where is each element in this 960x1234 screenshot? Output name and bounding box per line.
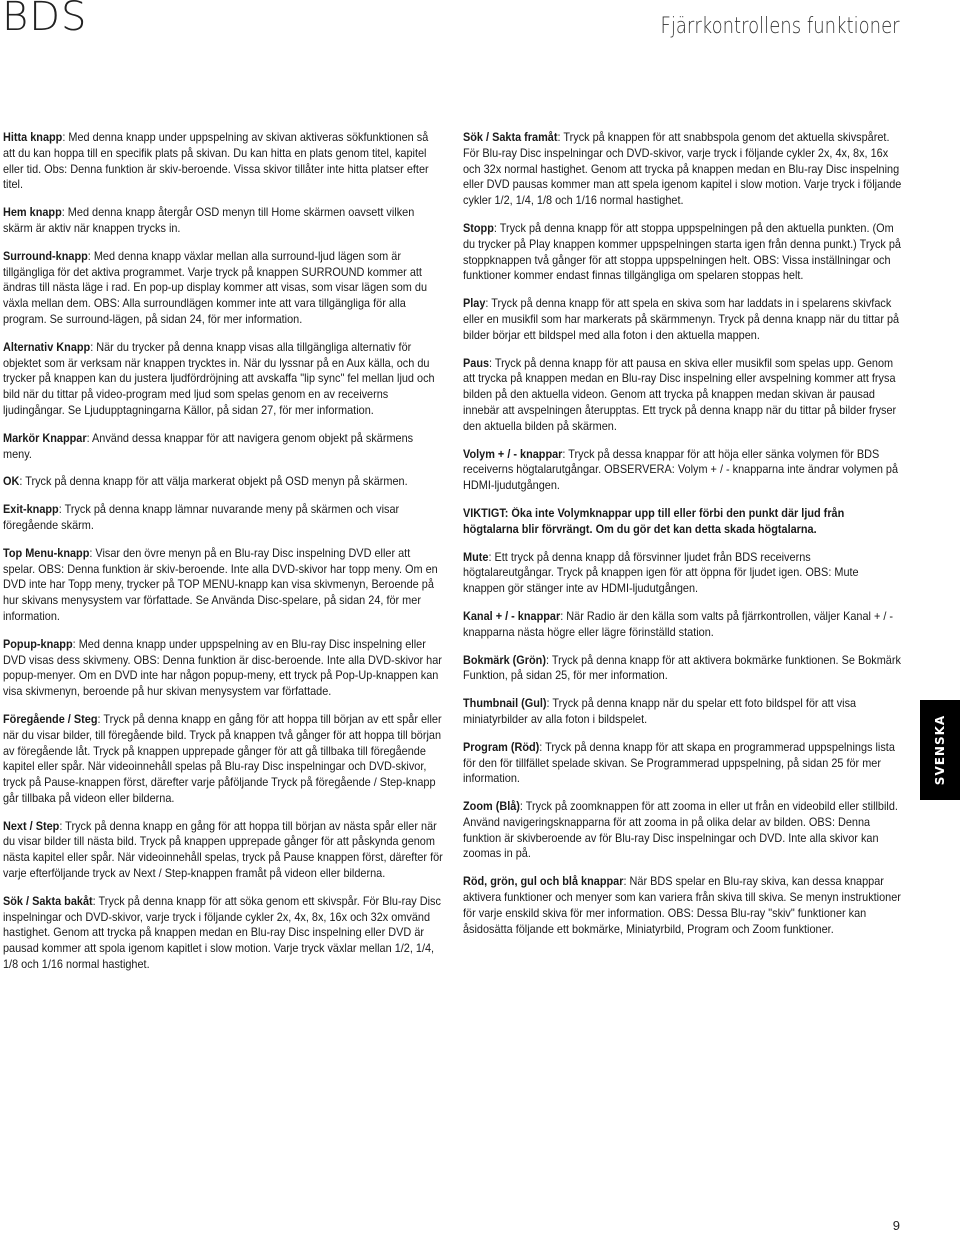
- term: Paus: [463, 356, 490, 370]
- desc: : När BDS spelar en Blu-ray skiva, kan dessa knappar aktivera funktioner och menyer som kan variera från skiva till skiva. Se menyn instruktioner för varje enskild skiva för mer information. OBS: Dessa Blu-ray "skiv" funktioner kan åsidosätta följande ett bokmärke, Miniatyrbild, Program och Zoom funktioner.: [463, 875, 901, 936]
- page-number: 9: [892, 1218, 900, 1233]
- desc: : Tryck på denna knapp för att välja markerat objekt på OSD menyn på skärmen.: [19, 475, 408, 489]
- desc: : Tryck på zoomknappen för att zooma in eller ut från en videobild eller stillbild. Använd navigeringsknapparna för att zooma in på olika delar av bilden. OBS: Denna funktion är skivberoende av för Blu-ray Disc inspelningar och DVD. Inte alla skivor kan zoomas in på.: [463, 800, 898, 861]
- term: Exit-knapp: [3, 503, 59, 517]
- paragraph-zoom: [463, 799, 903, 862]
- term: Hem knapp: [3, 206, 62, 220]
- left-column: [3, 130, 443, 985]
- language-tab: [920, 700, 960, 800]
- desc: : Tryck på denna knapp för att aktivera bokmärke funktionen. Se Bokmärk Funktion, på sidan 25, för mer information.: [463, 653, 901, 683]
- desc: : Med denna knapp växlar mellan alla surround-ljud lägen som är tillgängliga för det aktiva programmet. Varje tryck på knappen SURROUND kommer att ändras till nästa läge i rad. En pop-up display kommer att visas, som visar lägen som du växla mellan dem. OBS: Alla surroundlägen kommer inte att vara tillgängliga för alla program. Se surround-lägen, på sidan 24, för mer information.: [3, 249, 428, 326]
- page-title: Fjärrkontrollens funktioner: [660, 14, 900, 39]
- paragraph-alternativ: [3, 340, 443, 419]
- paragraph-popup: [3, 637, 443, 700]
- paragraph-paus: [463, 356, 903, 435]
- brand-logo: BDS: [2, 0, 88, 40]
- term: Play: [463, 297, 486, 311]
- paragraph-volym: [463, 447, 903, 494]
- desc: : Tryck på denna knapp en gång för att hoppa till början av nästa spår eller när du visar bilder till nästa bild. Tryck på knappen upprepade gånger för att påskynda genom nästa kapitel eller spår. När videoinnehåll spelas, tryck på Pause knappen först, därefter för varje efterföljande tryck av Next / Step-knappen framåt på videon eller bilderna.: [3, 819, 443, 881]
- desc: : Tryck på denna knapp en gång för att hoppa till början av ett spår eller när du visar bilder, till föregående bild. Tryck på knappen två gånger för att hoppa till början av föregående låt. Tryck på knappen upprepade gånger för att gå tillbaka till föregående kapitel eller spår. När videoinnehåll spelas på Blu-ray Disc inspelningar och DVD-skivor, tryck på Pause-knappen först, därefter varje påföljande Tryck på föregående / Step-knapp går tillbaka på videon eller bilderna.: [3, 712, 442, 805]
- desc: : Tryck på denna knapp för att stoppa uppspelningen på den aktuella punkten. (Om du trycker på Play knappen kommer uppspelningen starta igen från denna punkt.) Tryck på stoppknappen två gånger för att stoppa uppspelningen helt. OBS: Vissa inställningar och funktioner kommer endast finnas tillgängliga om spelaren stoppas helt.: [463, 221, 901, 283]
- term: OK: [3, 475, 20, 489]
- right-column: [463, 130, 903, 949]
- desc: : När Radio är den källa som valts på fjärrkontrollen, väljer Kanal + / - knapparna nästa högre eller lägre förinställd station.: [463, 609, 894, 639]
- term: Mute: [463, 550, 489, 564]
- term: Surround-knapp: [3, 249, 88, 263]
- desc: : Tryck på denna knapp för att söka genom ett skivspår. För Blu-ray Disc inspelningar och DVD-skivor, varje tryck i följande cykler 2x, 4x, 8x, 16x och 32x omvänd hastighet. Genom att trycka på knappen medan en Blu-ray Disc inspelning eller DVD är pausad kommer att spola igenom kapitlet i slow motion. Varje tryck växlar mellan 1/2, 1/4, 1/8 och 1/16 normal hastighet.: [3, 894, 441, 972]
- term: Popup-knapp: [3, 637, 73, 651]
- paragraph-ok: [3, 474, 443, 490]
- term: Röd, grön, gul och blå knappar: [463, 875, 624, 889]
- paragraph-stopp: [463, 221, 903, 284]
- language-tab-label: SVENSKA: [933, 714, 947, 786]
- desc: : Använd dessa knappar för att navigera genom objekt på skärmens meny.: [3, 431, 414, 461]
- term: Zoom (Blå): [463, 800, 520, 814]
- paragraph-mute: [463, 550, 903, 597]
- paragraph-foregaende: [3, 712, 443, 807]
- paragraph-sok-framat: [463, 130, 903, 209]
- desc: : Med denna knapp under uppspelning av en Blu-ray Disc inspelning eller DVD visas dess skivmeny. OBS: Denna funktion är disc-beroende. Inte alla DVD-skivor har popup-menyer. Om en DVD inte har någon popup-meny, ett tryck på Pop-Up-knappen kan visa skivmenyn, beroende på hur skivan menysystem var författade.: [3, 637, 442, 699]
- term: Volym + / - knappar: [463, 447, 563, 461]
- desc: : När du trycker på denna knapp visas alla tillgängliga alternativ för objektet som är verksam när knappen trycktes in. När du lyssnar på en Aux källa, och du trycker på knappen kan du justera ljudfördröjning att avskaffa "lip sync" fel mellan ljud och bild när du tittar på video-program med ljud som spelas genom en av receiverns ljudingångar. Se Ljudupptagningarna Källor, på sidan 27, för mer information.: [3, 340, 435, 417]
- term: Program (Röd): [463, 740, 540, 754]
- desc: : Med denna knapp återgår OSD menyn till Home skärmen oavsett vilken skärm är aktiv när knappen trycks in.: [3, 206, 415, 235]
- paragraph-color-buttons: [463, 874, 903, 937]
- term: Hitta knapp: [3, 131, 63, 144]
- desc: : Tryck på knappen för att snabbspola genom det aktuella skivspåret. För Blu-ray Disc inspelningar och DVD-skivor, varje tryck i följande cykler 2x, 4x, 8x, 16x och 32x normal hastighet. Genom att trycka på knappen medan en Blu-ray Disc inspelning eller DVD pausas kommer man att spela igenom kapitel i slow motion. Varje tryck i följande cykler 1/2, 1/4, 1/8 och 1/16 normal hastighet.: [463, 131, 902, 208]
- paragraph-hitta: [3, 130, 443, 193]
- paragraph-play: [463, 296, 903, 343]
- paragraph-exit: [3, 502, 443, 534]
- paragraph-next: [3, 819, 443, 882]
- term: Sök / Sakta bakåt: [3, 894, 93, 908]
- term: Thumbnail (Gul): [463, 697, 547, 711]
- desc: : Tryck på denna knapp lämnar nuvarande meny på skärmen och visar föregående skärm.: [3, 503, 400, 532]
- paragraph-top-menu: [3, 546, 443, 625]
- paragraph-kanal: [463, 609, 903, 641]
- warning-paragraph: [463, 506, 903, 538]
- paragraph-markor: [3, 431, 443, 463]
- desc: : Med denna knapp under uppspelning av skivan aktiveras sökfunktionen så att du kan hoppa till en specifik plats på skivan. Du kan hitta en plats genom titel, kapitel eller tid. Obs: Denna funktion är skiv-beroende. Vissa skivor tillåter inte hitta platser efter titel.: [3, 131, 429, 192]
- term: Bokmärk (Grön): [463, 653, 546, 667]
- term: Kanal + / - knappar: [463, 609, 561, 623]
- desc: : Tryck på denna knapp för att spela en skiva som har laddats in i spelarens skivfack eller en musikfil som har markerats på skärmmenyn. Tryck på denna knapp när du tittar på bilder börjar ett bildspel med alla foton i den aktuella mappen.: [463, 297, 900, 342]
- paragraph-program: [463, 740, 903, 787]
- warning-text: VIKTIGT: Öka inte Volymknappar upp till eller förbi den punkt där ljud från högtalarna blir förvrängt. Om du gör det kan detta skada högtalarna.: [463, 506, 845, 536]
- term: Sök / Sakta framåt: [463, 131, 558, 144]
- paragraph-bokmark: [463, 653, 903, 685]
- desc: : Visar den övre menyn på en Blu-ray Disc inspelning DVD eller att spelar. OBS: Denna funktion är skiv-beroende. Inte alla DVD-skivor har topp meny. Om en DVD inte har Topp meny, trycker på TOP MENU-knapp kan visa skivmenyn, Beroende på hur skivans menysystem var författade. Se Använda Disc-spelare, på sidan 24, för mer information.: [3, 546, 438, 623]
- term: Markör Knappar: [3, 431, 87, 445]
- paragraph-hem: [3, 205, 443, 237]
- paragraph-sok-bakat: [3, 894, 443, 973]
- desc: : Tryck på denna knapp för att skapa en programmerad uppspelnings lista för den för tillfället spelade skivan. Se Programmerad uppspelning, på sidan 25 för mer information.: [463, 740, 895, 786]
- desc: : Tryck på denna knapp när du spelar ett foto bildspel för att visa miniatyrbilder av alla foton i bildspelet.: [463, 697, 857, 726]
- term: Top Menu-knapp: [3, 546, 90, 560]
- term: Next / Step: [3, 819, 60, 833]
- paragraph-thumbnail: [463, 696, 903, 728]
- term: Alternativ Knapp: [3, 340, 91, 354]
- term: Stopp: [463, 221, 494, 235]
- term: Föregående / Steg: [3, 712, 98, 726]
- desc: : Tryck på denna knapp för att pausa en skiva eller musikfil som spelas upp. Genom att trycka på knappen medan en Blu-ray Disc inspelning eller avspelning kommer att frysa bilden på den aktuella videon. Genom att trycka på knappen medan skivan är pausad innebär att avspelningen återupptas. Ett tryck på denna knapp när du tittar på bilder fryser den aktuella bilden på skärmen.: [463, 356, 897, 433]
- desc: : Ett tryck på denna knapp då försvinner ljudet från BDS receiverns högtalareutgångar. Tryck på knappen igen för att öppna för ljudet igen. OBS: Mute knappen gör stänger inte av HDMI-ljudutgången.: [463, 550, 859, 596]
- paragraph-surround: [3, 249, 443, 328]
- desc: : Tryck på dessa knappar för att höja eller sänka volymen för BDS receiverns högtalarutgångar. OBSERVERA: Volym + / - knapparna inte ändrar volymen på HDMI-ljudutgången.: [463, 447, 899, 493]
